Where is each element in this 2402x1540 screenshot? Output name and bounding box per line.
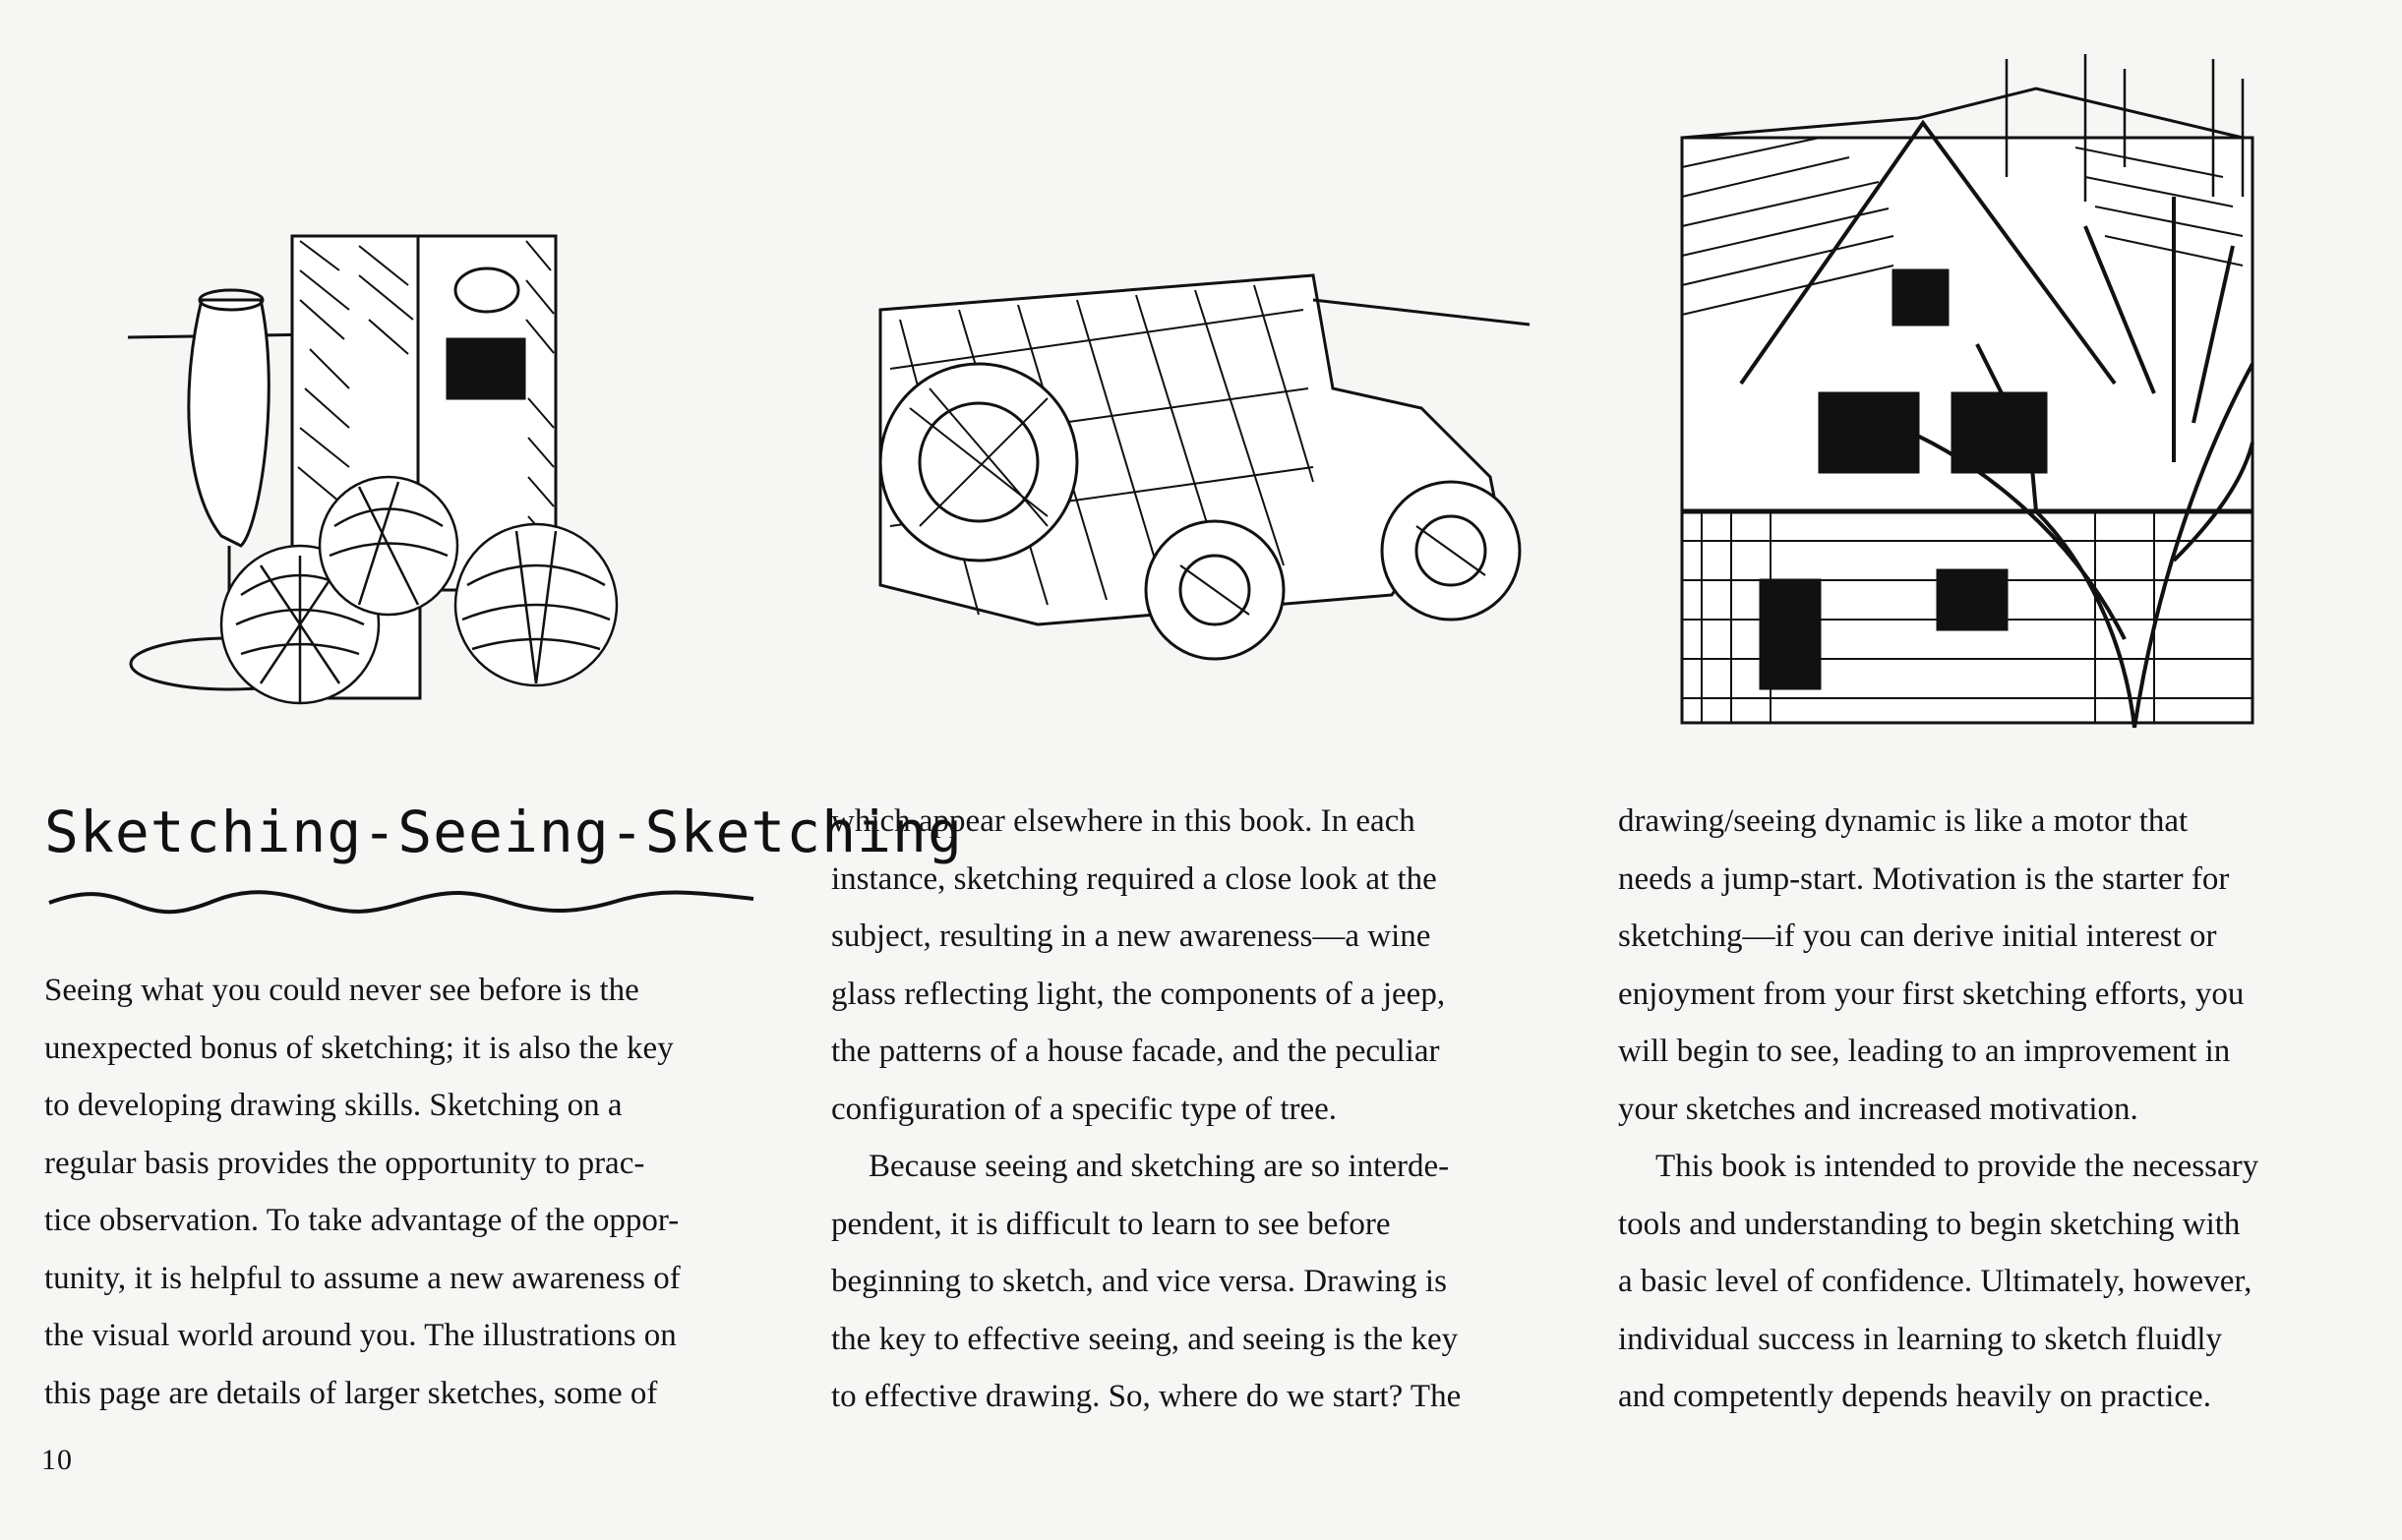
house-tree-illustration [1662, 49, 2262, 738]
paragraph-line: this page are details of larger sketches, some of [44, 1375, 658, 1411]
paragraph-line: Seeing what you could never see before is the [44, 973, 639, 1008]
paragraph-line: This book is intended to provide the necessary [1655, 1149, 2259, 1184]
paragraph-line: and competently depends heavily on practice. [1618, 1379, 2211, 1414]
wine-glass-fruit-illustration [123, 231, 674, 713]
paragraph-line: drawing/seeing dynamic is like a motor that [1618, 803, 2189, 839]
paragraph-line: the patterns of a house facade, and the peculiar [831, 1034, 1440, 1069]
paragraph-line: unexpected bonus of sketching; it is also the key [44, 1030, 674, 1066]
paragraph-line: beginning to sketch, and vice versa. Drawing is [831, 1264, 1447, 1299]
paragraph-line: to developing drawing skills. Sketching on a [44, 1088, 623, 1123]
jeep-illustration [841, 251, 1549, 674]
text-column-3 [1618, 793, 2258, 1426]
paragraph-line: the visual world around you. The illustrations on [44, 1318, 677, 1353]
text-column-2 [831, 793, 1461, 1426]
paragraph-line: tools and understanding to begin sketching with [1618, 1206, 2241, 1242]
paragraph-line: needs a jump-start. Motivation is the starter for [1618, 860, 2230, 897]
paragraph-line: instance, sketching required a close look at the [831, 860, 1437, 897]
paragraph-line: which appear elsewhere in this book. In each [831, 803, 1415, 839]
paragraph-line: configuration of a specific type of tree. [831, 1091, 1338, 1127]
paragraph-line: individual success in learning to sketch fluidly [1618, 1321, 2223, 1357]
paragraph-line: pendent, it is difficult to learn to see before [831, 1206, 1391, 1242]
paragraph-line: sketching—if you can derive initial interest or [1618, 918, 2217, 954]
paragraph-line: to effective drawing. So, where do we start? The [831, 1379, 1462, 1414]
page-heading: Sketching-Seeing-Sketching [44, 799, 963, 865]
text-column-1 [44, 962, 681, 1422]
heading-underline-squiggle [47, 883, 755, 922]
paragraph-line: Because seeing and sketching are so interde- [869, 1149, 1450, 1184]
paragraph-line: the key to effective seeing, and seeing is the key [831, 1321, 1459, 1357]
paragraph-line: tunity, it is helpful to assume a new awareness of [44, 1260, 681, 1296]
page-number: 10 [41, 1444, 73, 1476]
paragraph-line: will begin to see, leading to an improvement in [1618, 1034, 2231, 1069]
paragraph-line: subject, resulting in a new awareness—a wine [831, 918, 1431, 954]
paragraph-line: regular basis provides the opportunity to prac- [44, 1145, 645, 1181]
paragraph-line: glass reflecting light, the components of a jeep, [831, 976, 1446, 1012]
paragraph-line: a basic level of confidence. Ultimately, however, [1618, 1264, 2252, 1299]
paragraph-line: enjoyment from your first sketching efforts, you [1618, 976, 2245, 1012]
paragraph-line: your sketches and increased motivation. [1618, 1091, 2138, 1127]
paragraph-line: tice observation. To take advantage of the oppor- [44, 1203, 680, 1238]
